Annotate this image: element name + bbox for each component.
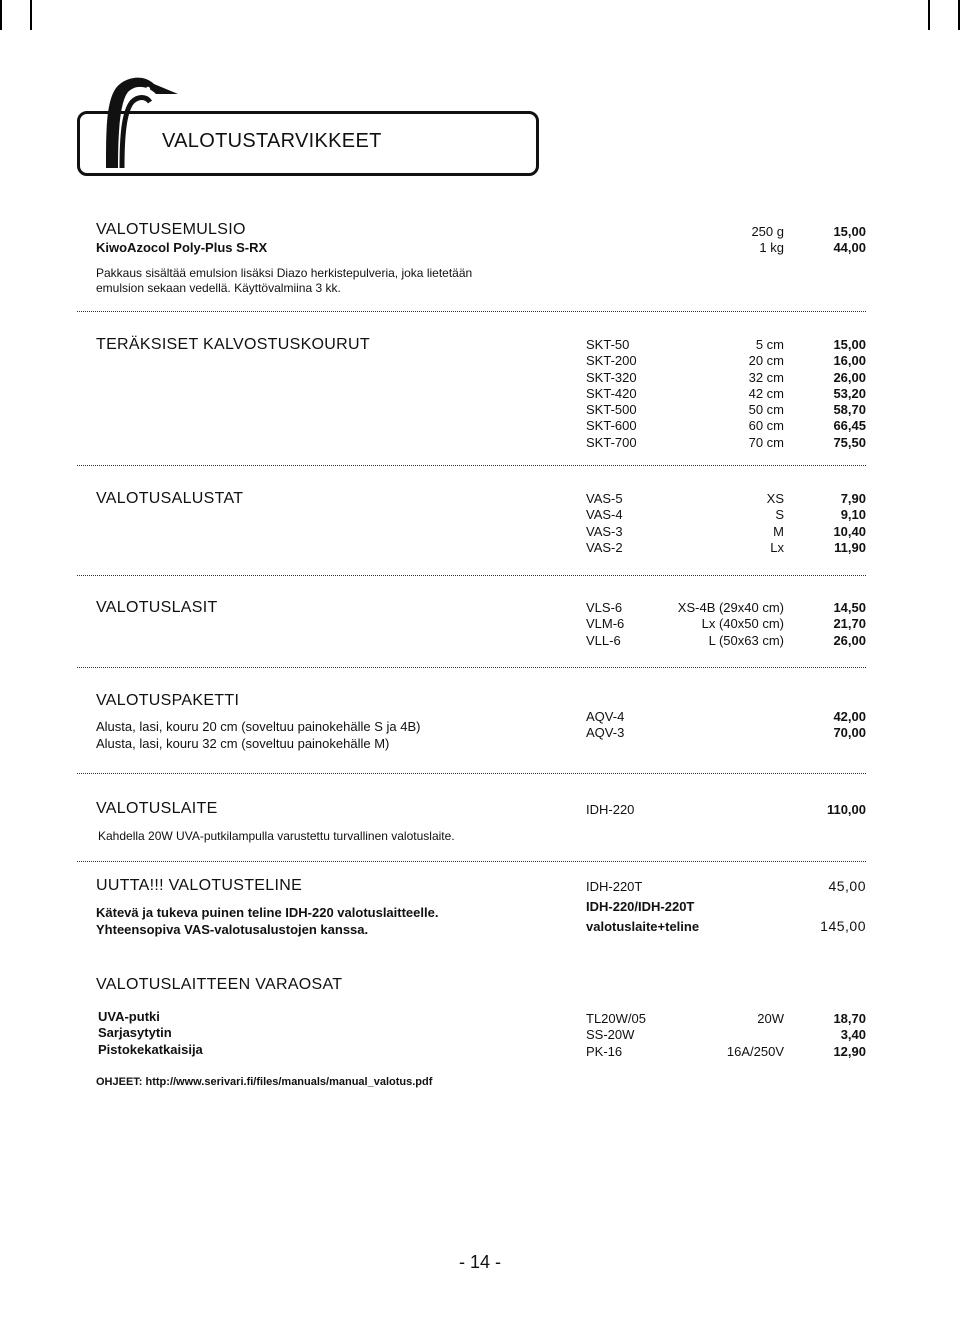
kourut-sizes — [700, 337, 784, 451]
varaosat-prices — [790, 1011, 866, 1060]
lasit-prices — [790, 600, 866, 649]
kourut-code: SKT-420 — [586, 385, 637, 401]
varaosat-sizes — [680, 1011, 784, 1060]
section-title-emulsio: VALOTUSEMULSIO — [96, 221, 246, 238]
varaosat-price: 3,40 — [840, 1027, 866, 1043]
varaosat-price: 12,90 — [833, 1043, 866, 1059]
laite-desc: Kahdella 20W UVA-putkilampulla varustettu turvallinen valotuslaite. — [98, 829, 455, 843]
kourut-price: 26,00 — [833, 369, 866, 385]
paketti-codes — [586, 709, 624, 742]
section-title-varaosat: VALOTUSLAITTEEN VARAOSAT — [96, 976, 343, 993]
section-title-laite: VALOTUSLAITE — [96, 800, 218, 817]
emulsio-price-1: 15,00 — [833, 224, 866, 239]
varaosat-size: 16A/250V — [726, 1043, 784, 1059]
teline-desc-2: Yhteensopiva VAS-valotusalustojen kanssa. — [96, 922, 369, 937]
crop-mark-top-left-2 — [30, 0, 32, 30]
teline-code-1: IDH-220T — [586, 879, 643, 894]
kourut-size: 32 cm — [748, 369, 784, 385]
kourut-codes — [586, 337, 637, 451]
kourut-code: SKT-600 — [586, 418, 637, 434]
varaosat-size: 20W — [757, 1011, 784, 1026]
emulsio-note-1: Pakkaus sisältää emulsion lisäksi Diazo herkistepulveria, joka lietetään — [96, 266, 473, 280]
alustat-size: M — [773, 523, 784, 539]
emulsio-subtitle: KiwoAzocol Poly-Plus S-RX — [96, 240, 268, 255]
alustat-size: S — [775, 507, 784, 523]
alustat-price: 9,10 — [840, 507, 866, 523]
alustat-price: 7,90 — [840, 491, 866, 506]
varaosat-name: Pistokekatkaisija — [98, 1041, 203, 1057]
kourut-size: 5 cm — [755, 337, 784, 352]
emulsio-price-2: 44,00 — [833, 240, 866, 255]
paketti-price: 42,00 — [833, 709, 866, 724]
lasit-size: Lx (40x50 cm) — [701, 616, 784, 632]
teline-price-1: 45,00 — [828, 878, 866, 894]
kourut-code: SKT-200 — [586, 353, 637, 369]
kourut-size: 42 cm — [748, 385, 784, 401]
varaosat-code: PK-16 — [586, 1043, 623, 1059]
paketti-code: AQV-3 — [586, 725, 625, 741]
divider — [77, 575, 866, 576]
kourut-size: 20 cm — [748, 353, 784, 369]
kourut-price: 53,20 — [833, 385, 866, 401]
alustat-code: VAS-3 — [586, 523, 623, 539]
kourut-size: 70 cm — [748, 434, 784, 450]
varaosat-name: UVA-putki — [98, 1009, 160, 1024]
kourut-prices — [790, 337, 866, 451]
alustat-code: VAS-2 — [586, 539, 623, 555]
varaosat-names — [98, 1009, 203, 1058]
varaosat-code: SS-20W — [586, 1027, 635, 1043]
section-title-teline: UUTTA!!! VALOTUSTELINE — [96, 877, 303, 894]
lasit-price: 21,70 — [833, 616, 866, 632]
kourut-code: SKT-700 — [586, 434, 637, 450]
divider — [77, 311, 866, 312]
page-number: - 14 - — [458, 1252, 501, 1272]
teline-desc-1: Kätevä ja tukeva puinen teline IDH-220 valotuslaitteelle. — [96, 905, 439, 920]
alustat-prices — [790, 491, 866, 556]
emulsio-size-1: 250 g — [751, 224, 784, 239]
section-title-lasit: VALOTUSLASIT — [96, 599, 218, 616]
paketti-desc-1: Alusta, lasi, kouru 20 cm (soveltuu painokehälle S ja 4B) — [96, 719, 421, 734]
divider — [77, 465, 866, 466]
emulsio-size-2: 1 kg — [759, 240, 784, 255]
divider — [77, 861, 866, 862]
section-title-paketti: VALOTUSPAKETTI — [96, 692, 240, 709]
bird-logo-icon — [96, 72, 186, 172]
crop-mark-top-right — [928, 0, 930, 30]
kourut-price: 15,00 — [833, 337, 866, 352]
kourut-price: 16,00 — [833, 353, 866, 369]
lasit-size: XS-4B (29x40 cm) — [677, 600, 784, 615]
kourut-code: SKT-320 — [586, 369, 637, 385]
teline-code-2: IDH-220/IDH-220T — [586, 899, 695, 914]
lasit-code: VLS-6 — [586, 600, 623, 615]
divider — [77, 667, 866, 668]
varaosat-codes — [586, 1011, 646, 1060]
alustat-codes — [586, 491, 623, 556]
paketti-price: 70,00 — [833, 725, 866, 741]
lasit-size: L (50x63 cm) — [708, 632, 784, 648]
varaosat-name: Sarjasytytin — [98, 1025, 172, 1041]
section-title-kourut: TERÄKSISET KALVOSTUSKOURUT — [96, 336, 370, 353]
kourut-code: SKT-500 — [586, 402, 637, 418]
ohjeet-link[interactable]: OHJEET: http://www.serivari.fi/files/manuals/manual_valotus.pdf — [96, 1076, 433, 1088]
alustat-code: VAS-5 — [586, 491, 623, 506]
crop-mark-top-left — [0, 0, 2, 30]
kourut-price: 75,50 — [833, 434, 866, 450]
varaosat-code: TL20W/05 — [586, 1011, 646, 1026]
lasit-sizes — [650, 600, 784, 649]
kourut-code: SKT-50 — [586, 337, 630, 352]
page-title: VALOTUSTARVIKKEET — [162, 130, 382, 152]
kourut-price: 66,45 — [833, 418, 866, 434]
laite-code: IDH-220 — [586, 802, 635, 817]
lasit-price: 14,50 — [833, 600, 866, 615]
lasit-code: VLL-6 — [586, 632, 621, 648]
alustat-sizes — [700, 491, 784, 556]
teline-price-2: 145,00 — [820, 918, 866, 934]
divider — [77, 773, 866, 774]
alustat-price: 10,40 — [833, 523, 866, 539]
lasit-price: 26,00 — [833, 632, 866, 648]
lasit-codes — [586, 600, 624, 649]
varaosat-size — [680, 1027, 784, 1043]
lasit-code: VLM-6 — [586, 616, 625, 632]
kourut-size: 50 cm — [748, 402, 784, 418]
kourut-size: 60 cm — [748, 418, 784, 434]
alustat-size: Lx — [770, 539, 784, 555]
varaosat-price: 18,70 — [833, 1011, 866, 1026]
teline-code-3: valotuslaite+teline — [586, 919, 700, 934]
paketti-code: AQV-4 — [586, 709, 625, 724]
alustat-size: XS — [766, 491, 784, 506]
alustat-code: VAS-4 — [586, 507, 623, 523]
kourut-price: 58,70 — [833, 402, 866, 418]
paketti-desc-2: Alusta, lasi, kouru 32 cm (soveltuu painokehälle M) — [96, 736, 390, 751]
laite-price: 110,00 — [826, 802, 866, 817]
alustat-price: 11,90 — [834, 539, 866, 555]
emulsio-note-2: emulsion sekaan vedellä. Käyttövalmiina 3 kk. — [96, 281, 341, 295]
paketti-prices — [790, 709, 866, 742]
section-title-alustat: VALOTUSALUSTAT — [96, 490, 244, 507]
